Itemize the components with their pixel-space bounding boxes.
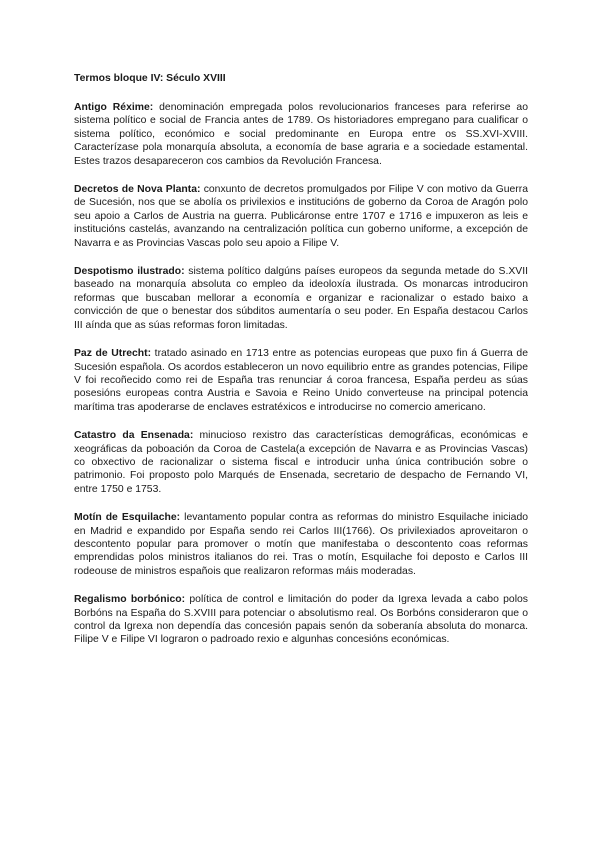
entry-term: Regalismo borbónico: <box>74 594 186 606</box>
entry-definition: tratado asinado en 1713 entre as potencias europeas que puxo fin á Guerra de Sucesión española. Os acordos estableceron un novo equilibrio entre as grandes potencias, Filipe V foi recoñecido como rei de España tras renunciar á coroa francesa, España perdeu as súas posesións europeas contra Austria e Savoia e Reino Unido converteuse na principal potencia marítima tras apoderarse de enclaves estratéxicos e introducirse no comercio americano. <box>74 348 528 413</box>
entry-term: Motín de Esquilache: <box>74 512 181 524</box>
entry-definition: denominación empregada polos revolucionarios franceses para referirse ao sistema político e social de Francia antes de 1789. Os historiadores empregano para cualificar o sistema político, económico e social predominante en Europa entre os SS.XVI-XVIII. Caracterízase pola monarquía absoluta, a economía de base agraria e a sociedade estamental. Estes trazos desapareceron cos cambios da Revolución Francesa. <box>74 102 528 167</box>
document-page <box>74 72 528 662</box>
entry-definition: sistema político dalgúns países europeos da segunda metade do S.XVII baseado na monarquía absoluta co empleo da ideoloxía ilustrada. Os monarcas introduciron reformas que buscaban mellorar a economía e organizar e racionalizar o estado baixo a convicción de que o benestar dos súbditos aumentaría o seu poder. En España destacou Carlos III aínda que as súas reformas foron limitadas. <box>74 266 528 331</box>
entry-term: Paz de Utrecht: <box>74 348 152 360</box>
document-title: Termos bloque IV: Século XVIII <box>74 73 226 84</box>
entry-definition: levantamento popular contra as reformas do ministro Esquilache iniciado en Madrid e expandido por España sendo rei Carlos III(1766). Os privilexiados aproveitaron o descontento popular para promover o motín que manifestaba o descontento coas reformas emprendidas polos ministros italianos do rei. Tras o motín, Esquilache foi deposto e Carlos III rodeouse de ministros españois que realizaron reformas máis moderadas. <box>74 512 528 577</box>
entry-definition: política de control e limitación do poder da Igrexa levada a cabo polos Borbóns na España do S.XVIII para potenciar o absolutismo real. Os Borbóns consideraron que o control da Igrexa non dependía das concesión papais senón da soberanía absoluta do monarca. Filipe V e Filipe VI lograron o padroado rexio e algunhas concesións económicas. <box>74 594 528 646</box>
entry-term: Decretos de Nova Planta: <box>74 184 201 196</box>
entry-term: Catastro da Ensenada: <box>74 430 194 442</box>
glossary-entry-motin-esquilache <box>74 511 528 578</box>
glossary-entry-despotismo-ilustrado <box>74 265 528 332</box>
glossary-entry-paz-utrecht <box>74 347 528 414</box>
entry-term: Antigo Réxime: <box>74 102 154 113</box>
entry-definition: minucioso rexistro das características demográficas, económicas e xeográficas da poboación da Coroa de Castela(a excepción de Navarra e as Provincias Vascas) co obxectivo de racionalizar o sistema fiscal e introducir unha única contribución sobre o patrimonio. Foi proposto polo Marqués de Ensenada, secretario de despacho de Fernando VI, entre 1750 e 1753. <box>74 430 528 495</box>
entry-term: Despotismo ilustrado: <box>74 266 185 278</box>
glossary-entry-antigo-rexime <box>74 101 528 168</box>
glossary-entry-decretos-nova-planta <box>74 183 528 250</box>
glossary-entry-catastro-ensenada <box>74 429 528 496</box>
glossary-entry-regalismo-borbonico <box>74 593 528 647</box>
entry-definition: conxunto de decretos promulgados por Filipe V con motivo da Guerra de Sucesión, nos que se abolía os privilexios e institucións de goberno da Coroa de Aragón polo seu apoio a Carlos de Austria na guerra. Publicáronse entre 1707 e 1716 e impuxeron as leis e institucións castelás, avanzando na centralización política cun goberno uniforme, a excepción de Navarra e as Provincias Vascas polo seu apoio a Filipe V. <box>74 184 528 249</box>
